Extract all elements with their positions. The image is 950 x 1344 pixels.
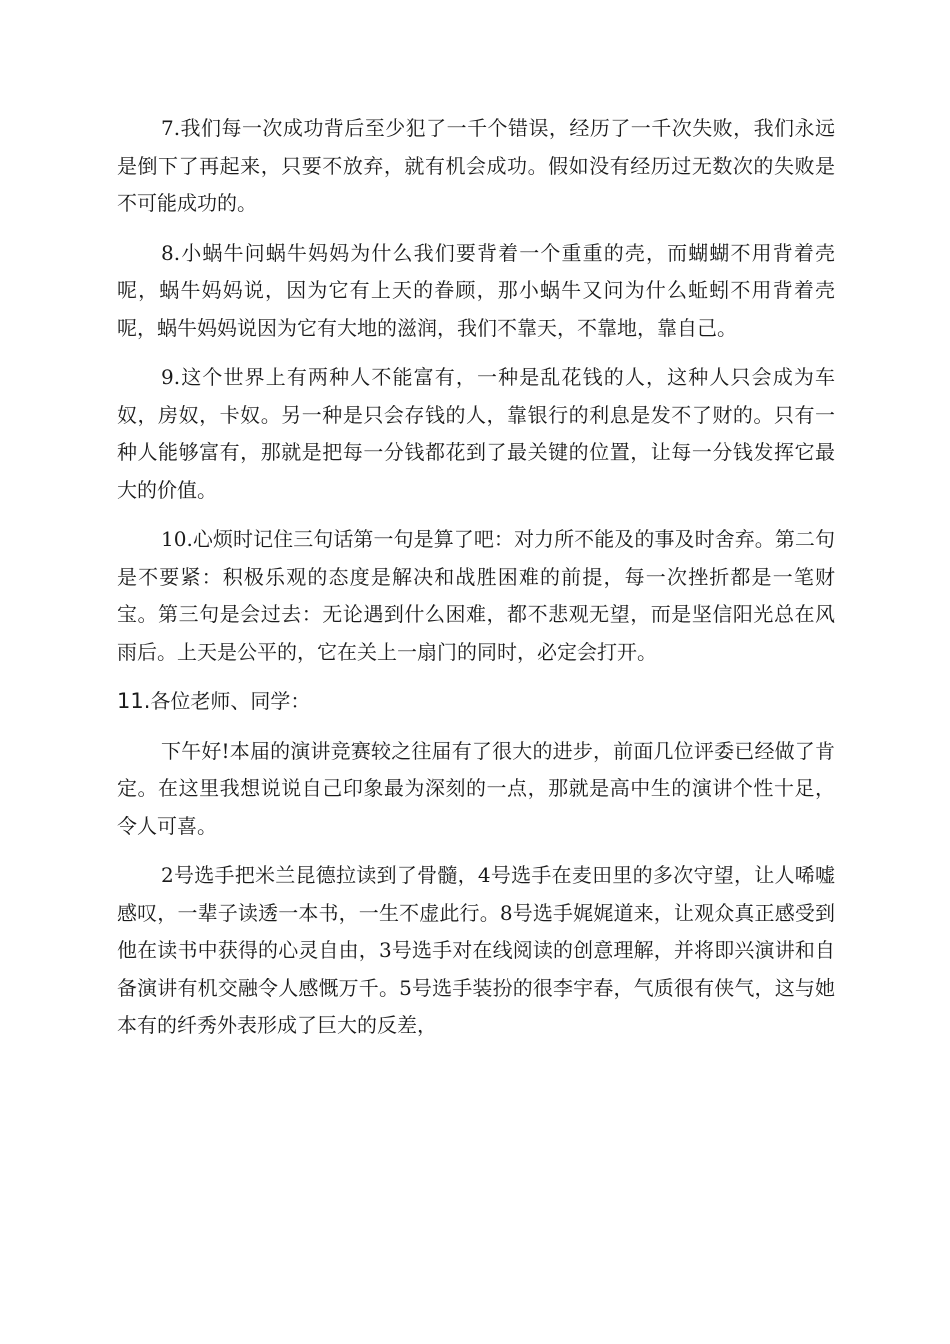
document-body xyxy=(117,110,835,1057)
paragraph-11-contestants: 2号选手把米兰昆德拉读到了骨髓，4号选手在麦田里的多次守望，让人唏嘘感叹，一辈子读透一本书，一生不虚此行。8号选手娓娓道来，让观众真正感受到他在读书中获得的心灵自由，3号选手对在线阅读的创意理解，并将即兴演讲和自备演讲有机交融令人感慨万千。5号选手装扮的很李宇春，气质很有侠气，这与她本有的纤秀外表形成了巨大的反差， xyxy=(117,863,835,1037)
paragraph-11-greeting: 下午好!本届的演讲竞赛较之往届有了很大的进步，前面几位评委已经做了肯定。在这里我想说说自己印象最为深刻的一点，那就是高中生的演讲个性十足，令人可喜。 xyxy=(117,738,835,838)
paragraph-10: 10.心烦时记住三句话第一句是算了吧：对力所不能及的事及时舍弃。第二句是不要紧：积极乐观的态度是解决和战胜困难的前提，每一次挫折都是一笔财宝。第三句是会过去：无论遇到什么困难，都不悲观无望，而是坚信阳光总在风雨后。上天是公平的，它在关上一扇门的同时，必定会打开。 xyxy=(117,527,835,664)
paragraph-9: 9.这个世界上有两种人不能富有，一种是乱花钱的人，这种人只会成为车奴，房奴，卡奴。另一种是只会存钱的人，靠银行的利息是发不了财的。只有一种人能够富有，那就是把每一分钱都花到了最关键的位置，让每一分钱发挥它最大的价值。 xyxy=(117,365,835,502)
section-11-heading xyxy=(117,683,835,721)
paragraph-7: 7.我们每一次成功背后至少犯了一千个错误，经历了一千次失败，我们永远是倒下了再起来，只要不放弃，就有机会成功。假如没有经历过无数次的失败是不可能成功的。 xyxy=(117,116,835,215)
paragraph-8: 8.小蜗牛问蜗牛妈妈为什么我们要背着一个重重的壳，而蝴蝴不用背着壳呢，蜗牛妈妈说，因为它有上天的眷顾，那小蜗牛又问为什么蚯蚓不用背着壳呢，蜗牛妈妈说因为它有大地的滋润，我们不靠天，不靠地，靠自己。 xyxy=(117,240,835,340)
section-11-salutation: 各位老师、同学： xyxy=(150,689,311,713)
section-11-number: 11. xyxy=(117,689,151,713)
